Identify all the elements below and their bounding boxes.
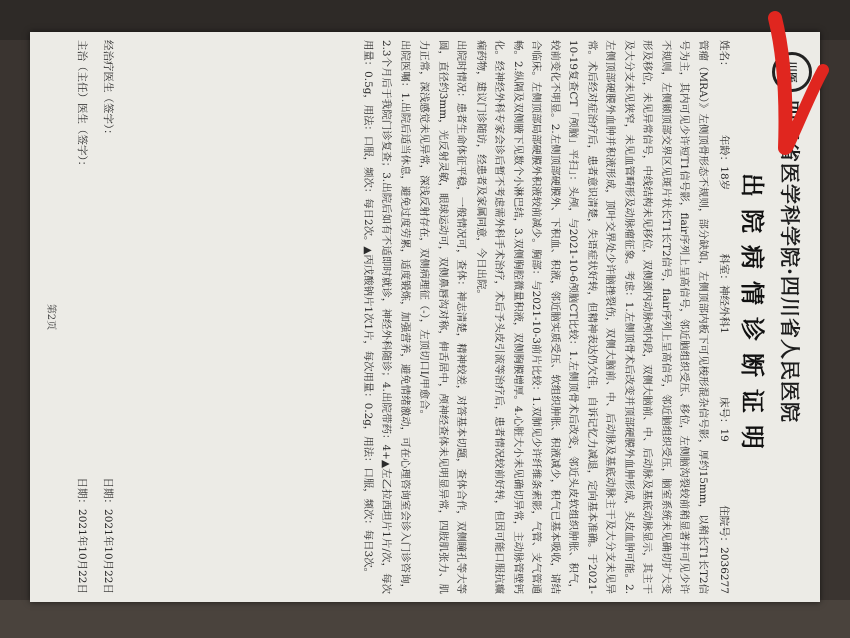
red-marker-redaction-icon (745, 10, 835, 160)
patient-age: 年龄：18岁 (718, 134, 730, 191)
patient-bed: 床号：19 (718, 397, 730, 442)
hospital-name: 四川省医学科学院·四川省人民医院 (778, 100, 803, 423)
chief-signature-label: 主治（主任）医生（签字）： (76, 40, 88, 172)
attending-signature-label: 经治疗医生（签字）： (102, 40, 114, 140)
attending-signature-row (101, 40, 116, 594)
chief-signature-row (75, 40, 90, 594)
admission-number: 住院号：2036277 (718, 505, 730, 594)
certificate-paper (30, 32, 820, 602)
rotated-page (30, 32, 820, 602)
document-title: 出院病情诊断证明 (738, 173, 767, 461)
discharge-orders-paragraph: 出院医嘱：1.出院后适当休息，避免过度劳累，适度锻炼，加强营养，避免情绪激动，可在心理咨询室会诊入门诊咨询，2.3个月后于我院门诊复查；3.出院后如有不适即时就诊，神经外科随诊；4.出院带药：4+▲左乙拉西坦片1片/次，每次用量：0.5g，用法：口服，频次：每日2次。▲丙戊酸钠片1次1片，每次用量：0.2g，用法：口服，频次：每日3次。 (362, 40, 411, 594)
document-body (358, 40, 713, 594)
patient-name-field: 姓名： (718, 40, 730, 72)
desk-background-bottom (0, 600, 850, 638)
discharge-condition-paragraph: 出院时情况：患者生命体征平稳，一般情况可，查体：神志清楚，精神较差，对答基本切题，查体合作，双侧瞳孔等大等圆，直径约3mm，光反射灵敏，眼球运动可，双侧鼻唇沟对称，伸舌居中，颅神经查体未见明显异常，四肢肌张力、肌力正常，深浅感觉未见异常，深浅反射存在，双侧病理征（-），左顶切口I/甲愈合。 (418, 40, 468, 594)
logo-text: 川医 (785, 61, 798, 83)
clinical-findings-paragraph: 管瘤（MRA）》左侧顶骨形态不规则，部分缺如，左侧顶部内板下可见梭形混杂信号影，厚约15mm，以稍长T1长T2信号为主，其内可见少许短T1信号影，flair序列上呈高信号，邻近脑组织受压、移位，左侧脑沟裂较前稍显著并可见少许不规则，左侧颞顶部交界区见斑片状长T1长T2信号，flair序列上呈高信号，邻近脑组织受压，脑室系统未见确切扩大变形及移位，未见异常信号，中线结构未见移位，双侧颈内动脉颅内段，双侧大脑前、中、后动脉及基底动脉显示，其主干及大分支未见狭窄，未见血管畸形及动脉瘤征象。考虑：1.左侧顶骨术后改变并顶部硬膜外血肿形成，头皮血肿可能。2.左侧顶部硬膜外血肿并积液形成，顶叶交界处少许脑挫裂伤，双侧大脑前、中、后动脉及基底动脉主干及大分支未见异常。术后经对症治疗后，患者意识清楚，失语症状好转，但精神表达仍欠佳，自诉记忆力减退，定向基本准确。于2021-10-19复查CT「颅脑」平扫」：头颅，与2021-10-6颅脑CT比较：1.左侧顶骨术后改变，邻近头皮软组织肿胀、积气，较前变化不明显。2.左侧顶部硬膜外、下积血、积液，邻近脑实质受压、软组织肿胀、积液减少，积气已基本吸收，请结合临床。左侧顶部局部硬膜外积液较前减少。胸部：与2021-10-3前片比较：1.双肺见少许纤维条索影，气管、支气管通畅。2.纵隔及双侧腋下见数个小淋巴结，3.双侧胸腔微量积液，双侧胸膜增厚。4.心脏大小未见确切异常，主动脉管壁钙化。经神经外科专家会诊后暂不考虑需外科手术治疗，术后予头皮引流等治疗后，患者情况较前好转，但因可能口服抗癫痫药物，建议门诊随访，经患者及家属同意，今日出院。 (475, 40, 709, 594)
patient-department: 科室：神经外科1 (718, 253, 730, 334)
signature-date-2: 日期：2021年10月22日 (76, 477, 88, 594)
patient-meta-row (717, 40, 732, 594)
page-number: 第2页 (45, 303, 56, 331)
signature-date-1: 日期：2021年10月22日 (102, 477, 114, 594)
